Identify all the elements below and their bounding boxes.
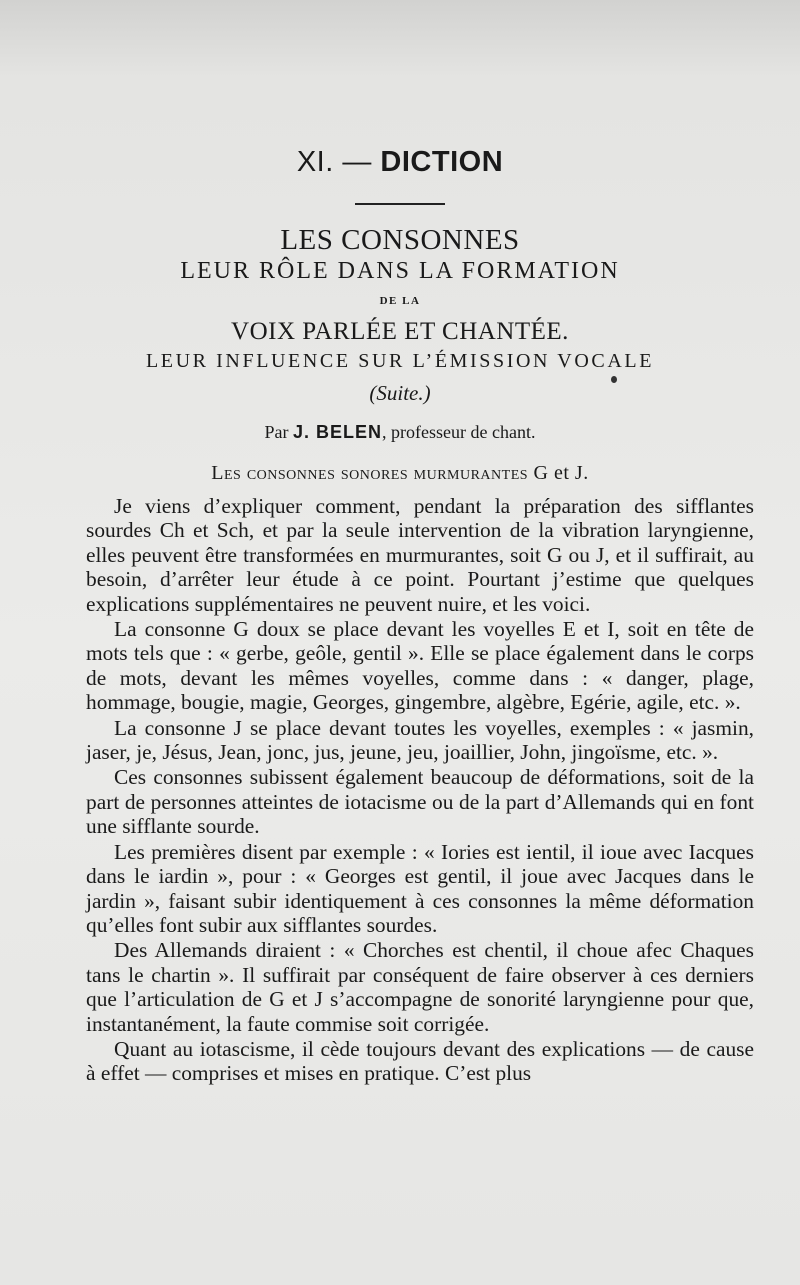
article-subtitle-connector: DE LA xyxy=(379,295,421,307)
article-subtitle-1: LEUR RÔLE DANS LA FORMATION xyxy=(180,258,620,284)
ink-spot xyxy=(611,376,617,383)
chapter-heading xyxy=(0,146,800,179)
paragraph: Ces consonnes subissent également beaucoup de déformations, soit de la part de personnes atteintes de iotacisme ou de la part d’Allemands qui en font une sifflante sourde. xyxy=(86,765,754,839)
section-heading-text: Les consonnes sonores murmurantes xyxy=(211,462,529,484)
continuation-note: (Suite.) xyxy=(369,381,431,405)
section-heading xyxy=(0,462,800,485)
byline xyxy=(0,422,800,443)
byline-prefix: Par xyxy=(264,422,289,442)
heading-divider xyxy=(355,203,445,205)
author-role: , professeur de chant. xyxy=(382,422,536,442)
article-title: LES CONSONNES xyxy=(280,224,520,256)
author-name: J. BELEN xyxy=(293,422,383,442)
section-heading-letters: G et J. xyxy=(533,462,589,484)
paragraph: Je viens d’expliquer comment, pendant la préparation des sifflantes sourdes Ch et Sch, et par la seule intervention de la vibration laryngienne, elles peuvent être transformées en murmurantes, soit G ou J, et il suffirait, au besoin, d’arrêter leur étude à ce point. Pourtant j’estime que quelques explications supplémentaires ne peuvent nuire, et les voici. xyxy=(86,494,754,616)
paragraph: La consonne J se place devant toutes les voyelles, exemples : « jasmin, jaser, je, Jésus, Jean, jonc, jus, jeune, jeu, joaillier, John, jingoïsme, etc. ». xyxy=(86,715,754,765)
chapter-number: XI. — xyxy=(296,146,372,178)
article-subtitle-2: VOIX PARLÉE ET CHANTÉE. xyxy=(231,318,569,345)
chapter-title: DICTION xyxy=(380,146,504,178)
paragraph: Des Allemands diraient : « Chorches est chentil, il choue afec Chaques tans le chartin ». Il suffirait par conséquent de faire observer à ces derniers que l’articulation de G et J s’accompagne de sonorité laryngienne pour que, instantanément, la faute commise soit corrigée. xyxy=(86,938,754,1036)
paragraph: La consonne G doux se place devant les voyelles E et I, soit en tête de mots tels que : « gerbe, geôle, gentil ». Elle se place également dans le corps de mots, devant les mêmes voyelles, comme dans : « danger, plage, hommage, bougie, magie, Georges, gingembre, algèbre, Egérie, agile, etc. ». xyxy=(86,617,754,715)
article-body xyxy=(86,494,754,1086)
paragraph: Quant au iotascisme, il cède toujours devant des explications — de cause à effet — comprises et mises en pratique. C’est plus xyxy=(86,1036,754,1086)
article-subtitle-3: LEUR INFLUENCE SUR L’ÉMISSION VOCALE xyxy=(145,350,655,372)
paragraph: Les premières disent par exemple : « Iories est ientil, il ioue avec Iacques dans le iardin », pour : « Georges est gentil, il joue avec Jacques dans le jardin », faisant subir identiquement à ces consonnes la même déformation qu’elles font subir aux sifflantes sourdes. xyxy=(86,839,754,937)
